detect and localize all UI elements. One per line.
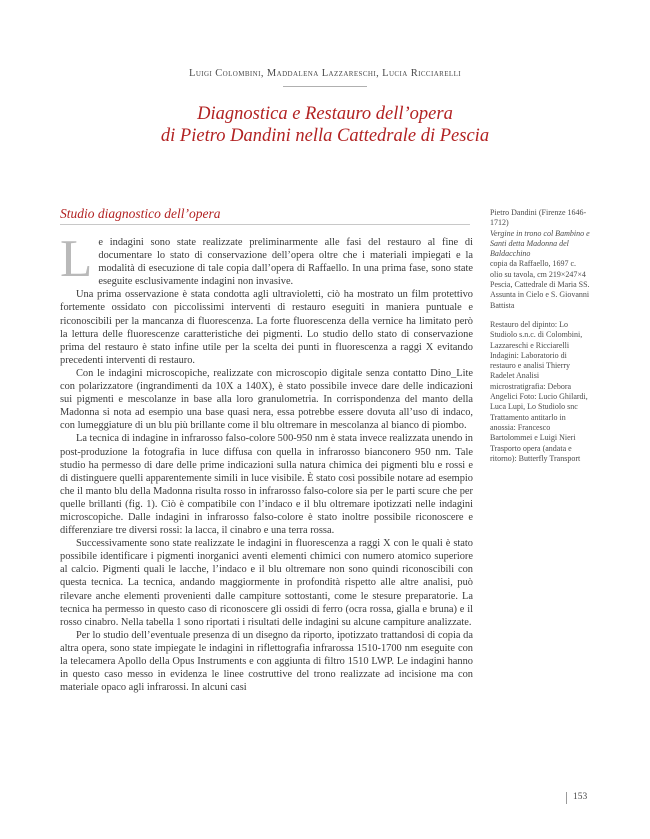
- drop-cap: L: [60, 230, 93, 288]
- paragraph: La tecnica di indagine in infrarosso falso-colore 500-950 nm è stata invece realizzata unendo in post-produzione la fotografia in luce diffusa con quella in infrarosso bianconero 950 nm. Tale studio ha permesso di dare delle prime indicazioni sulla natura chimica dei pigmenti blu e rossi e di distinguere quelli apparentemente simili in luce visibile. È stato così possibile notare ad esempio che il manto blu della Madonna risulta rosso in infrarosso falso-colore sia per le parti scure che per quelle brillanti (fig. 1). Ciò è compatibile con l’indaco e il blu oltremare ipotizzati nelle indagini microscopiche. Dalle indagini in infrarosso falso-colore è stato inoltre possibile riconoscere e differenziare tre diversi rossi: la lacca, il cinabro e una terra rossa.: [60, 433, 473, 537]
- paragraph: Con le indagini microscopiche, realizzate con microscopio digitale senza contatto Dino_Lite con polarizzatore (ingrandimenti da 10X a 140X), è stato possibile invece dare delle indicazioni sui pigmenti e mescolanze in base alla loro granulometria. In corrispondenza del manto della Madonna si nota ad esempio una base quasi nera, essa potrebbe essere dovuta all’uso di indaco, con lumeggiature di un blu più brillante come il blu oltremare in mescolanza al bianco di piombo.: [60, 367, 473, 432]
- page-number: 153: [573, 792, 588, 802]
- artwork-caption: [490, 208, 590, 311]
- section-divider: [60, 224, 470, 225]
- paragraph-text: e indagini sono state realizzate preliminarmente alle fasi del restauro al fine di documentare lo stato di conservazione dell’opera oltre che i materiali impiegati e la modalità di esecuzione di tale copia dall’opera di Raffaello. In una prima fase, sono state eseguite esclusivamente indagini non invasive.: [98, 237, 473, 288]
- paragraph: Successivamente sono state realizzate le indagini in fluorescenza a raggi X con le quali è stato possibile identificare i pigmenti inorganici aventi elementi chimici con numero atomico superiore al calcio. Pigmenti quali le lacche, l’indaco e il blu oltremare non sono quindi riconoscibili con questa tecnica. La tecnica, andando maggiormente in profondità rispetto alle altre analisi, può rilevare anche elementi provenienti dalle campiture sottostanti, come le stesure preparatorie. La tecnica ha permesso in questo caso di riconoscere gli ossidi di ferro (ocra rossa, gialla e bruna) e il rosso cinabro. Nella tabella 1 sono riportati i risultati delle indagini su alcune campiture analizzate.: [60, 538, 473, 628]
- credits: Restauro del dipinto: Lo Studiolo s.n.c. di Colombini, Lazzareschi e Ricciarelli Indagini: Laboratorio di restauro e analisi Thierry Radelet Analisi microstratigrafia: Debora Angelici Foto: Lucio Ghilardi, Luca Lupi, Lo Studiolo snc Trattamento antitarlo in anossia: Francesco Bartolommei e Luigi Nieri Trasporto opera (andata e ritorno): Butterfly Transport: [490, 319, 588, 463]
- paragraph: Una prima osservazione è stata condotta agli ultravioletti, ciò ha mostrato un film protettivo fortemente ossidato con piccolissimi interventi di restauro eseguiti in maniera puntuale e riconoscibili per la mancanza di fluorescenza. La forte fluorescenza della vernice ha limitato però la lettura delle fluorescenze caratteristiche dei pigmenti. Lo studio dello stato di conservazione prima del restauro è stato infine utile per la scelta dei punti in fluorescenza a raggi X evitando precedenti interventi di restauro.: [60, 289, 473, 366]
- section-heading: Studio diagnostico dell’opera: [60, 206, 221, 221]
- title-line-2: di Pietro Dandini nella Cattedrale di Pescia: [160, 126, 490, 146]
- work-details: copia da Raffaello, 1697 c. olio su tavola, cm 219×247×4 Pescia, Cattedrale di Maria SS. Assunta in Cielo e S. Giovanni Battista: [490, 259, 590, 310]
- paragraph: [60, 230, 473, 288]
- paragraph: Per lo studio dell’eventuale presenza di un disegno da riporto, ipotizzato trattandosi di copia da altra opera, sono state impiegate le indagini in riflettografia infrarossa 1510-1700 nm eseguite con la telecamera Apollo della Opus Instruments e con aggiunta di filtro 1510 LWP. Le indagini hanno in questo caso messo in evidenza le linee costruttive del trono realizzate ad incisione ma con materiale opaco agli infrarossi. In alcuni casi: [60, 629, 473, 694]
- title-divider: [283, 86, 367, 87]
- sidebar-caption: [490, 208, 590, 473]
- title-line-1: Diagnostica e Restauro dell’opera: [197, 104, 453, 124]
- article-title: [0, 103, 650, 147]
- authors: Luigi Colombini, Maddalena Lazzareschi, Lucia Ricciarelli: [189, 68, 461, 79]
- work-title: Vergine in trono col Bambino e Santi detta Madonna del Baldacchino: [490, 228, 590, 259]
- article-body: [60, 230, 473, 694]
- footer-divider: [566, 792, 567, 804]
- artist-name: Pietro Dandini (Firenze 1646-1712): [490, 208, 587, 228]
